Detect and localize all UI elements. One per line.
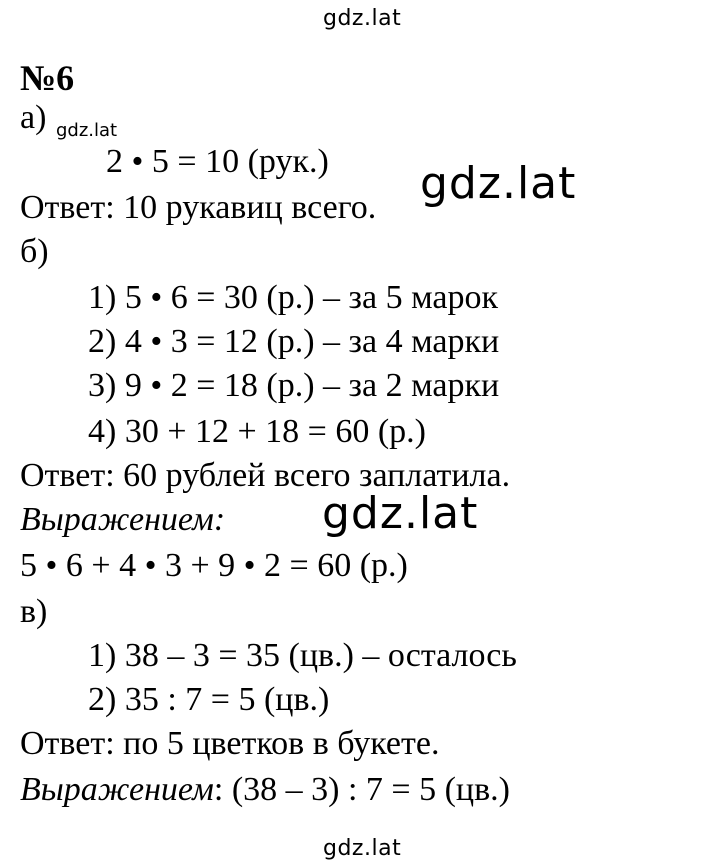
part-b-answer: Ответ: 60 рублей всего заплатила.: [20, 457, 511, 494]
part-c-expression: : (38 – 3) : 7 = 5 (цв.): [213, 771, 510, 808]
part-b-expression: 5 • 6 + 4 • 3 + 9 • 2 = 60 (р.): [20, 547, 408, 584]
task-number: №6: [20, 58, 75, 98]
watermark-top: gdz.lat: [323, 6, 402, 31]
part-b-step: 2) 4 • 3 = 12 (р.) – за 4 марки: [88, 323, 500, 360]
part-b-step: 4) 30 + 12 + 18 = 60 (р.): [88, 413, 426, 450]
part-c-expression-label: Выражением: [20, 771, 214, 808]
part-a-label: а): [20, 99, 47, 136]
part-c-answer: Ответ: по 5 цветков в букете.: [20, 725, 440, 762]
part-c-step: 2) 35 : 7 = 5 (цв.): [88, 681, 330, 718]
watermark-bottom: gdz.lat: [323, 836, 402, 861]
part-b-expression-label: Выражением:: [20, 501, 226, 538]
part-b-step: 1) 5 • 6 = 30 (р.) – за 5 марок: [88, 279, 498, 316]
part-c-label: в): [20, 593, 48, 630]
part-c-step: 1) 38 – 3 = 35 (цв.) – осталось: [88, 637, 517, 674]
watermark-inline: gdz.lat: [56, 120, 118, 141]
part-c-expression-row: [20, 770, 510, 810]
part-a-expression: 2 • 5 = 10 (рук.): [106, 143, 329, 180]
part-a-answer: Ответ: 10 рукавиц всего.: [20, 189, 377, 226]
part-b-label: б): [20, 233, 49, 270]
watermark-large-1: gdz.lat: [420, 158, 577, 209]
part-b-step: 3) 9 • 2 = 18 (р.) – за 2 марки: [88, 367, 500, 404]
watermark-large-2: gdz.lat: [322, 488, 479, 539]
